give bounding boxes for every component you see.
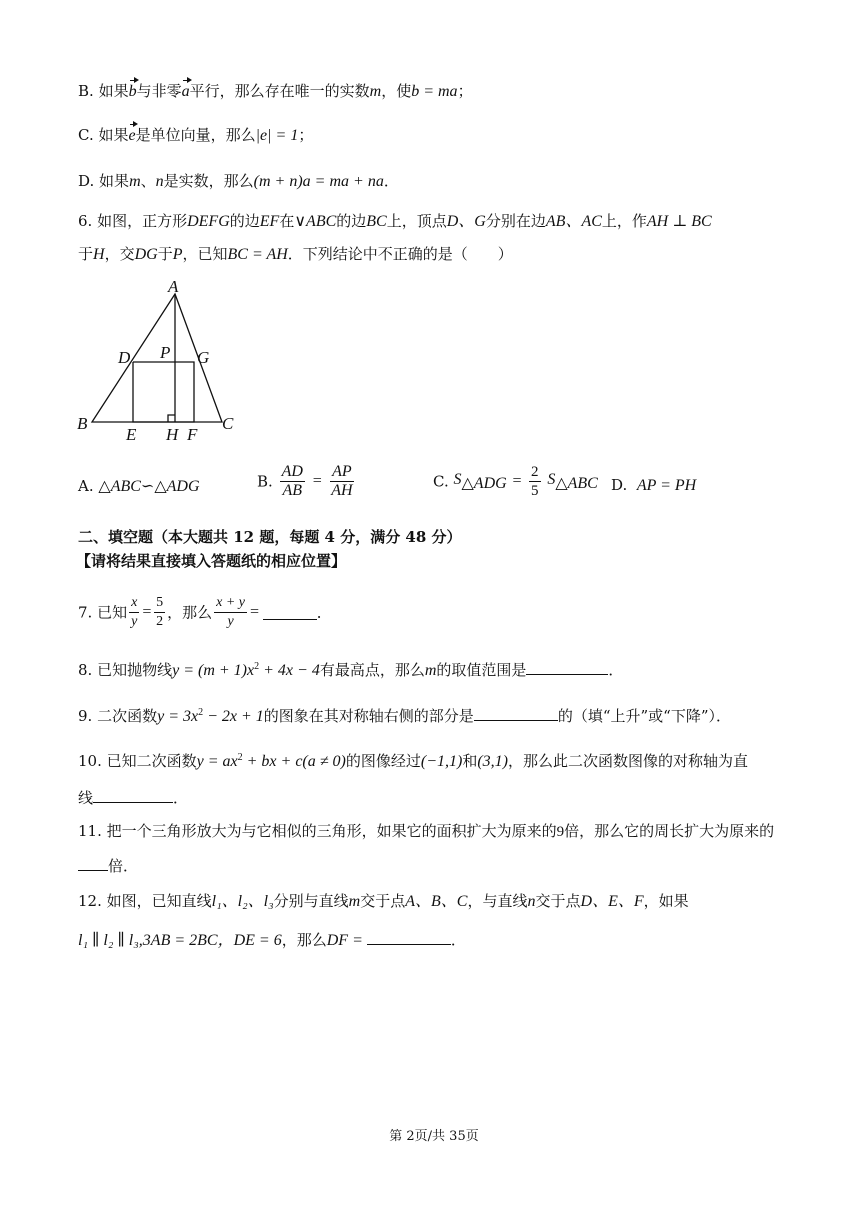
triangle-square-figure <box>70 280 250 450</box>
right-angle-mark <box>168 415 175 422</box>
answer-blank-9[interactable] <box>474 706 558 721</box>
section-2-note: 【请将结果直接填入答题纸的相应位置】 <box>76 552 347 570</box>
page-footer: 第 2页/共 35页 <box>389 1129 479 1144</box>
label-e: E <box>126 425 137 444</box>
label-c: C <box>222 414 234 433</box>
label-a: A <box>168 280 179 296</box>
q6-line-2: 于H，交DG于P，已知BC = AH．下列结论中不正确的是（ ） <box>78 245 513 263</box>
q8: 8. 已知抛物线$y = (m + 1)x^2 + 4x - 4$有最高点，那么m的取值范围是 ． <box>78 661 624 679</box>
label-p: P <box>160 343 171 362</box>
q5-option-b: B. 如果b与非零a平行，那么存在唯一的实数m，使b = ma； <box>78 80 473 103</box>
label-b: B <box>77 414 88 433</box>
q6-line-1: 6. 如图，正方形DEFG的边EF在∨ABC的边BC上，顶点D、G分别在边AB、AC上，作AH ⊥ BC <box>78 212 712 230</box>
q9: 9. 二次函数$y = 3x^2 - 2x + 1$的图象在其对称轴右侧的部分是 的（填“上升”或“下降”）． <box>78 707 731 725</box>
q6-option-c: C. $S_{\triangle ADG}$ = $\frac{2}{5}$ $S_{\triangle ABC}$ <box>433 464 598 499</box>
q12-line-2: l₁ ∥ l₂ ∥ l₃,3AB = 2BC，DE = 6，那么DF = ． <box>78 931 466 949</box>
q6-option-a: A. △ABC∽△ADG <box>78 477 200 495</box>
q10-line-1: 10. 已知二次函数$y = ax^2$ + bx + c(a ≠ 0)的图像经过(−1,1)和(3,1)，那么此二次函数图像的对称轴为直 <box>78 752 749 770</box>
q10-line-2: 线 ． <box>78 789 189 807</box>
square-defg <box>133 362 194 422</box>
q11-line-1: 11. 把一个三角形放大为与它相似的三角形，如果它的面积扩大为原来的9倍，那么它的周长扩大为原来的 <box>78 822 775 840</box>
answer-blank-7[interactable] <box>263 605 317 620</box>
label-d: D <box>118 348 131 367</box>
q6-option-b: B. $\frac{AD}{AB}$ = $\frac{AP}{AH}$ <box>257 463 353 499</box>
q11-line-2: 倍． <box>78 855 138 877</box>
answer-blank-11[interactable] <box>78 856 108 871</box>
q6-option-d: D. AP = PH <box>611 476 697 494</box>
answer-blank-10[interactable] <box>93 788 173 803</box>
section-2-title: 二、填空题（本大题共 12 题，每题 4 分，满分 48 分） <box>78 528 462 546</box>
label-f: F <box>187 425 198 444</box>
q5-option-c: C. 如果e是单位向量，那么|e| = 1； <box>78 124 313 147</box>
answer-blank-8[interactable] <box>526 660 608 675</box>
q5-option-d: D. 如果m、n是实数，那么(m + n)a = ma + na． <box>78 172 399 190</box>
answer-blank-12[interactable] <box>367 930 451 945</box>
label-h: H <box>166 425 179 444</box>
q7: 7. 已知 $\frac{x}{y}$ = $\frac{5}{2}$ ，那么 $\frac{x + y}{y}$ = ． <box>78 595 332 629</box>
q12-line-1: 12. 如图，已知直线l₁、l₂、l₃分别与直线m交于点A、B、C，与直线n交于点D、E、F，如果 <box>78 892 689 910</box>
label-g: G <box>197 348 210 367</box>
